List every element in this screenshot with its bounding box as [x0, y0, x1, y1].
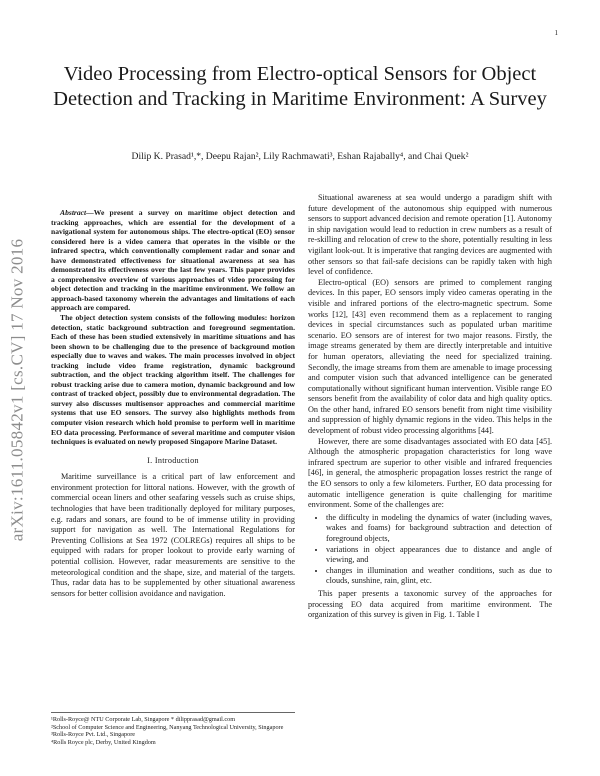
arxiv-sidebar-stamp [6, 200, 28, 580]
right-paragraph-2: Electro-optical (EO) sensors are primed to complement ranging devices. In this paper, EO sensors imply video cameras operating in the visible and infrared portions of the electro-magnetic spectrum. Some works [12], [43] even recommend them as a replacement to ranging devices in special circumstances such as populated urban maritime scenario. EO sensors are of interest for two major reasons. Firstly, the image streams generated by them are directly interpretable and intuitive for human operators, alleviating the need for specialized training. Secondly, the image streams from them are amenable to image processing and computer vision such that advanced intelligence can be generated computationally without significant human intervention. Visible range EO sensors benefit from the availability of color data and high quality optics. On the other hand, infrared EO sensors benefit from night time visibility and suppression of highly dynamic regions in the video. This helps in the development of robust video processing algorithms [44]. [308, 277, 552, 436]
right-paragraph-4: This paper presents a taxonomic survey of the approaches for processing EO data acquired from maritime environment. The organization of this survey is given in Fig. 1. Table I [308, 588, 552, 620]
abstract-paragraph-1 [51, 208, 295, 313]
list-item: • changes in illumination and weather conditions, such as due to clouds, sunshine, rain, glint, etc. [326, 566, 552, 587]
footnotes [51, 712, 295, 746]
right-paragraph-3: However, there are some disadvantages associated with EO data [45]. Although the atmospheric propagation characteristics for long wave infrared spectrum are superior to other visible and infrared frequencies [46], in general, the atmospheric propagation losses restrict the range of the EO sensors to only a few kilometers. Further, EO data processing for automatic intelligence generation is quite challenging for maritime environment. Some of the challenges are: [308, 436, 552, 510]
list-item: • the difficulty in modeling the dynamics of water (including waves, wakes and foams) for background subtraction and detection of foreground objects, [326, 513, 552, 545]
author-list: Dilip K. Prasad¹,*, Deepu Rajan², Lily Rachmawati³, Eshan Rajabally⁴, and Chai Quek² [131, 151, 469, 162]
list-item: • variations in object appearances due to distance and angle of viewing, and [326, 545, 552, 566]
footnote-4: ⁴Rolls Royce plc, Derby, United Kingdom [51, 738, 156, 746]
intro-paragraph-1: Maritime surveillance is a critical part of law enforcement and environment protection for littoral nations. However, with the growth of commercial ocean liners and other seafaring vessels such as cruise ships, technologies that have been traditionally deployed for military purposes, e.g. radars and sonars, are found to be of immense utility in providing support for navigation as well. The International Regulations for Preventing Collisions at Sea 1972 (COLREGs) requires all ships to be equipped with radars for proper lookout to provide early warning of potential collision. However, radar measurements are sensitive to the meteorological condition and the shape, size, and material of the targets. Thus, radar data has to be supplemented by other situational awareness sensors for better collision avoidance and navigation. [51, 472, 295, 598]
challenges-list [308, 513, 552, 587]
footnote-2: ²School of Computer Science and Engineering, Nanyang Technological University, Singapore [51, 723, 284, 731]
abstract-paragraph-2: The object detection system consists of the following modules: horizon detection, static background subtraction and foreground segmentation. Each of these has been studied extensively in maritime situations and has been shown to be challenging due to the presence of background motion especially due to waves and wakes. The main processes involved in object tracking include video frame registration, dynamic background subtraction, and the object tracking algorithm itself. The challenges for robust tracking arise due to camera motion, dynamic background and low contrast of tracked object, possibly due to environmental degradation. The survey also discusses multisensor approaches and commercial maritime systems that use EO sensors. The survey also highlights methods from computer vision research which hold promise to perform well in maritime EO data processing. Performance of several maritime and computer vision techniques is evaluated on newly proposed Singapore Marine Dataset. [51, 313, 295, 447]
right-column [308, 193, 552, 621]
footnote-3: ³Rolls-Royce Pvt. Ltd., Singapore [51, 731, 136, 739]
paper-title: Video Processing from Electro-optical Sensors for Object Detection and Tracking in Maritime Environment: A Survey [53, 63, 547, 110]
right-paragraph-1: Situational awareness at sea would undergo a paradigm shift with future development of the autonomous ship equipped with numerous sensors to support advanced decision and remote operation [1]. Autonomy in ship navigation would lead to reduction in crew numbers as a result of re-skilling and relocation of crew to the shore, potentially resulting in less vigilant look-out. It is imperative that ranging devices are augmented with other sensors so that fail-safe decisions can be rapidly taken with high level of confidence. [308, 193, 552, 277]
abstract [51, 208, 295, 447]
abstract-label: Abstract [60, 208, 87, 217]
section-heading-introduction: I. Introduction [147, 455, 199, 465]
page-number: 1 [554, 29, 558, 37]
arxiv-id: arXiv:1611.05842v1 [cs.CV] 17 Nov 2016 [7, 238, 27, 542]
abstract-text-1: —We present a survey on maritime object detection and tracking approaches, which are essential for the development of a navigational system for autonomous ships. The electro-optical (EO) sensor considered here is a video camera that operates in the visible or the infrared spectra, which conventionally complement radar and sonar and have demonstrated effectiveness for situational awareness at sea has demonstrated its effectiveness over the last few years. This paper provides a comprehensive overview of various approaches of video processing for object detection and tracking in the maritime environment. We follow an approach-based taxonomy wherein the advantages and limitations of each approach are compared. [51, 208, 295, 313]
footnote-1: ¹Rolls-Royce@ NTU Corporate Lab, Singapore * dilipprasad@gmail.com [51, 716, 236, 723]
left-column [51, 208, 295, 599]
